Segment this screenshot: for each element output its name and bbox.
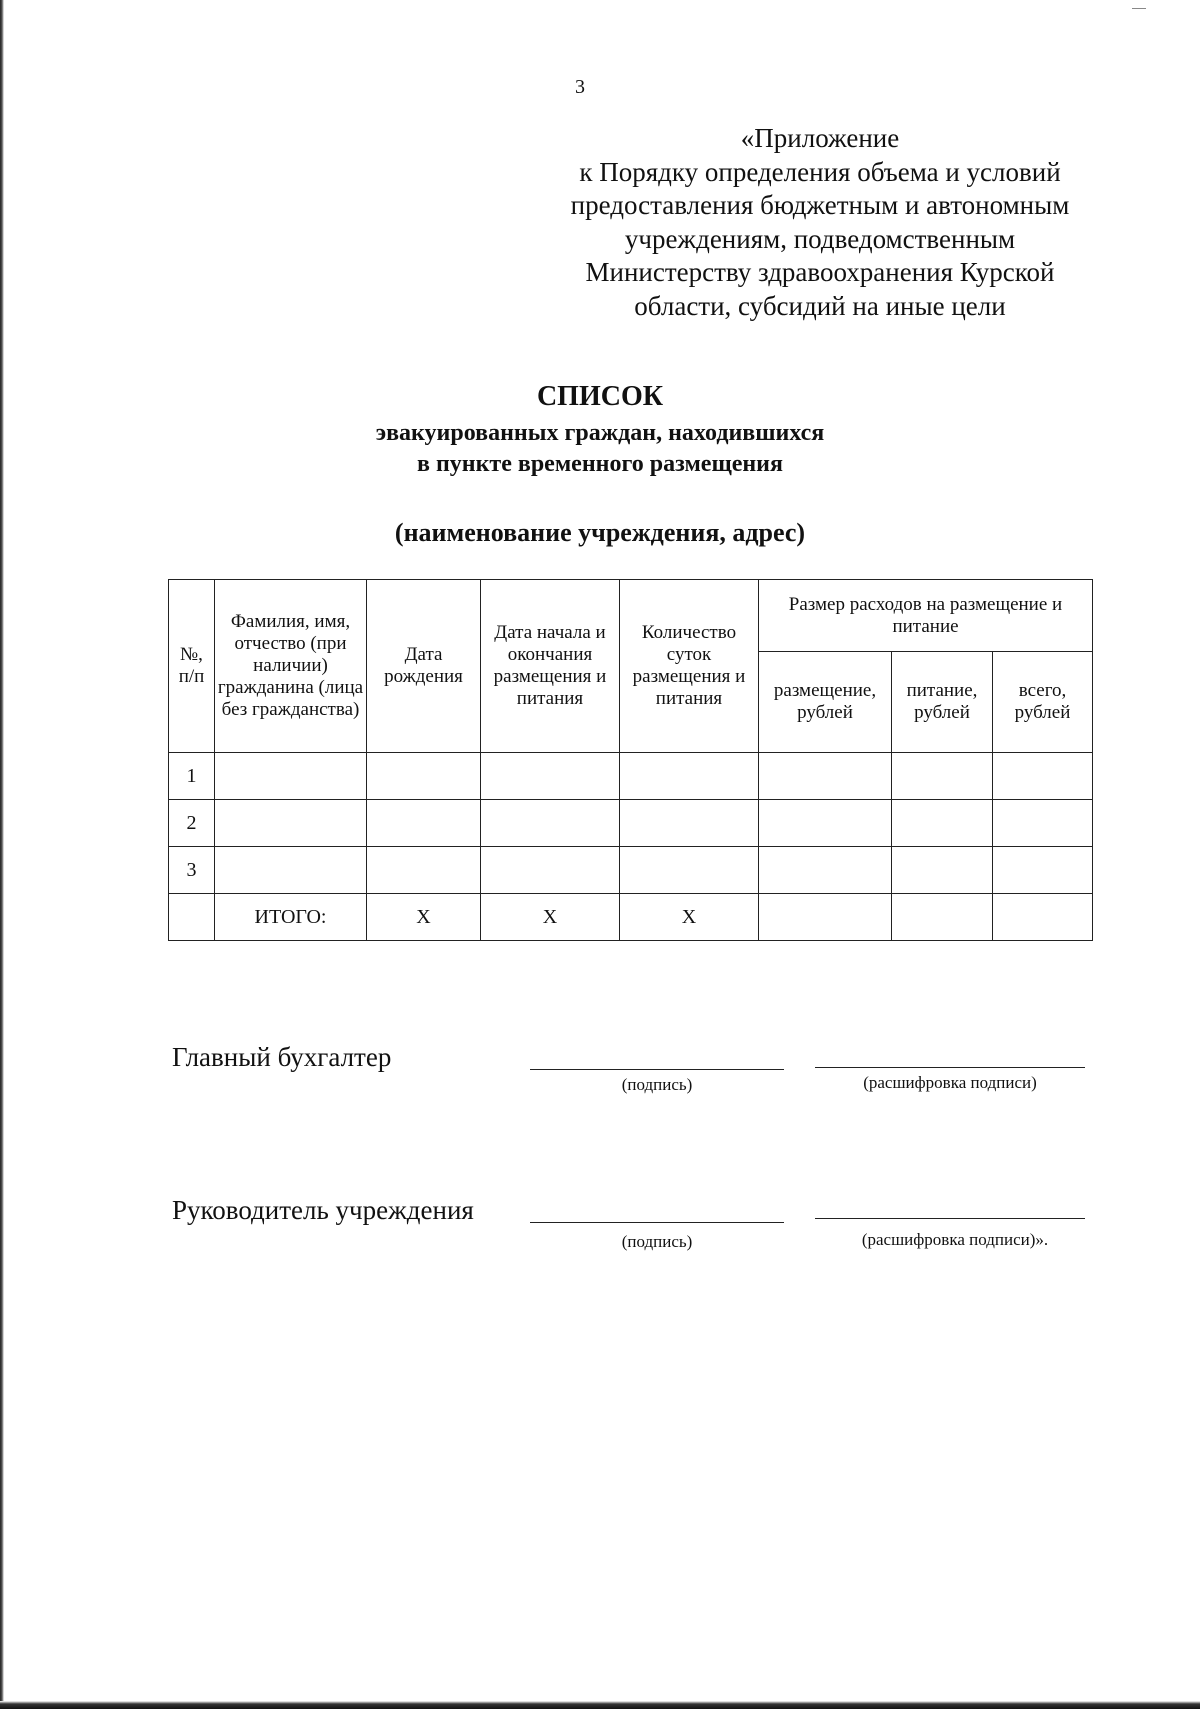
totals-days: Х bbox=[620, 894, 759, 941]
header-period: Дата начала и окончания размещения и питания bbox=[481, 580, 620, 753]
appendix-block bbox=[540, 122, 1100, 323]
cell-total bbox=[993, 800, 1093, 847]
appendix-line: учреждениям, подведомственным bbox=[624, 223, 1016, 254]
header-number: №, п/п bbox=[169, 580, 215, 753]
appendix-line: предоставления бюджетным и автономным bbox=[570, 190, 1070, 220]
chief-accountant-label: Главный бухгалтер bbox=[172, 1042, 392, 1072]
scan-edge-left bbox=[0, 0, 4, 1709]
cell-food bbox=[892, 847, 993, 894]
header-total: всего, рублей bbox=[993, 652, 1093, 753]
cell-name bbox=[215, 753, 367, 800]
evacuees-table bbox=[168, 579, 1093, 941]
cell-period bbox=[481, 753, 620, 800]
cell-period bbox=[481, 800, 620, 847]
table-row bbox=[169, 847, 1093, 894]
cell-accommodation bbox=[759, 753, 892, 800]
cell-empty bbox=[169, 894, 215, 941]
decryption-line bbox=[815, 1067, 1085, 1068]
row-number: 2 bbox=[169, 800, 215, 847]
subtitle-line: эвакуированных граждан, находившихся bbox=[375, 420, 825, 446]
appendix-line: «Приложение bbox=[740, 123, 900, 153]
row-number: 3 bbox=[169, 847, 215, 894]
decryption-line bbox=[815, 1218, 1085, 1219]
cell-name bbox=[215, 800, 367, 847]
appendix-line: области, субсидий на иные цели bbox=[634, 290, 1006, 321]
cell-birth-date bbox=[367, 753, 481, 800]
scan-edge-bottom bbox=[0, 1701, 1200, 1709]
signature-line bbox=[530, 1069, 784, 1070]
table-header-row bbox=[169, 580, 1093, 652]
signature-caption: (подпись) bbox=[621, 1075, 693, 1094]
totals-period: Х bbox=[481, 894, 620, 941]
institution-placeholder: (наименование учреждения, адрес) bbox=[394, 518, 806, 547]
head-of-institution-label: Руководитель учреждения bbox=[172, 1195, 474, 1225]
header-food: питание, рублей bbox=[892, 652, 993, 753]
header-days: Количество суток размещения и питания bbox=[620, 580, 759, 753]
totals-total bbox=[993, 894, 1093, 941]
totals-row bbox=[169, 894, 1093, 941]
cell-total bbox=[993, 753, 1093, 800]
cell-days bbox=[620, 753, 759, 800]
page-number: 3 bbox=[575, 76, 585, 98]
cell-name bbox=[215, 847, 367, 894]
header-expenses-group: Размер расходов на размещение и питание bbox=[759, 580, 1093, 652]
appendix-line: Министерству здравоохранения Курской bbox=[585, 257, 1055, 287]
cell-food bbox=[892, 753, 993, 800]
decryption-caption: (расшифровка подписи) bbox=[863, 1073, 1037, 1092]
subtitle-line: в пункте временного размещения bbox=[416, 451, 783, 477]
appendix-line: к Порядку определения объема и условий bbox=[579, 156, 1061, 187]
header-name: Фамилия, имя, отчество (при наличии) гражданина (лица без гражданства) bbox=[215, 580, 367, 753]
cell-food bbox=[892, 800, 993, 847]
document-subtitle bbox=[0, 418, 1200, 480]
cell-accommodation bbox=[759, 847, 892, 894]
header-accommodation: размещение, рублей bbox=[759, 652, 892, 753]
document-title: СПИСОК bbox=[536, 381, 664, 412]
totals-accommodation bbox=[759, 894, 892, 941]
totals-birth-date: Х bbox=[367, 894, 481, 941]
signature-line bbox=[530, 1222, 784, 1223]
cell-birth-date bbox=[367, 847, 481, 894]
cell-period bbox=[481, 847, 620, 894]
cell-birth-date bbox=[367, 800, 481, 847]
cell-total bbox=[993, 847, 1093, 894]
scan-mark bbox=[1132, 8, 1146, 9]
totals-label: ИТОГО: bbox=[215, 894, 367, 941]
cell-accommodation bbox=[759, 800, 892, 847]
cell-days bbox=[620, 847, 759, 894]
signature-caption: (подпись) bbox=[621, 1232, 693, 1251]
totals-food bbox=[892, 894, 993, 941]
decryption-caption: (расшифровка подписи)». bbox=[861, 1230, 1049, 1249]
cell-days bbox=[620, 800, 759, 847]
table-row bbox=[169, 753, 1093, 800]
table-row bbox=[169, 800, 1093, 847]
header-birth-date: Дата рождения bbox=[367, 580, 481, 753]
row-number: 1 bbox=[169, 753, 215, 800]
